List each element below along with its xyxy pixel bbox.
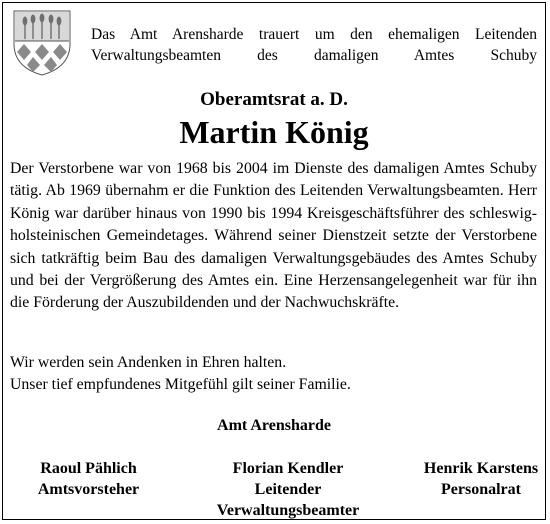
intro-line-2: Verwaltungsbeamten des damaligen Amtes Schuby [91, 47, 537, 64]
deceased-name: Martin König [179, 114, 369, 150]
signer-name: Raoul Pählich [40, 460, 137, 477]
signer-role: Amtsvorsteher [37, 481, 140, 498]
coat-of-arms-icon [13, 10, 71, 76]
body-paragraph: Der Verstorbene war von 1968 bis 2004 im Dienste des damaligen Amtes Schuby tätig. Ab 1969 übernahm er die Funktion des Leitenden Verwaltungsbeamten. Herr König war darüber hinaus von 1990 bis 1994 Kreisgeschäftsführer des schleswig-holsteinischen Gemeindetages. Während seiner Dienstzeit setzte der Verstorbene sich tatkräftig beim Bau des damaligen Verwaltungsgebäudes des Amtes Schuby und bei der Vergrößerung des Amtes ein. Eine Herzensangelegenheit war für ihn die Förderung der Auszubildenden und der Nachwuchskräfte. [10, 160, 537, 312]
closing-line-2: Unser tief empfundenes Mitgefühl gilt seiner Familie. [10, 376, 351, 394]
organization-name: Amt Arensharde [217, 417, 331, 434]
intro-text [91, 24, 537, 66]
signature-block-right [401, 458, 550, 500]
signer-name: Florian Kendler [232, 460, 344, 477]
header [13, 10, 537, 76]
signer-role: Leitender [254, 481, 322, 498]
deceased-title: Oberamtsrat a. D. [200, 89, 348, 110]
signer-role: Personalrat [441, 481, 521, 498]
closing-line-1: Wir werden sein Andenken in Ehren halten. [10, 354, 287, 371]
intro-line-1: Das Amt Arensharde trauert um den ehemaligen Leitenden [91, 26, 537, 43]
signature-block-left [11, 458, 166, 500]
closing-words [10, 352, 537, 397]
signer-name: Henrik Karstens [423, 460, 539, 477]
obituary-body [10, 158, 537, 315]
signer-role-line-2: Verwaltungsbeamter [216, 502, 360, 519]
obituary-frame [2, 2, 546, 520]
signature-block-middle [198, 458, 378, 521]
